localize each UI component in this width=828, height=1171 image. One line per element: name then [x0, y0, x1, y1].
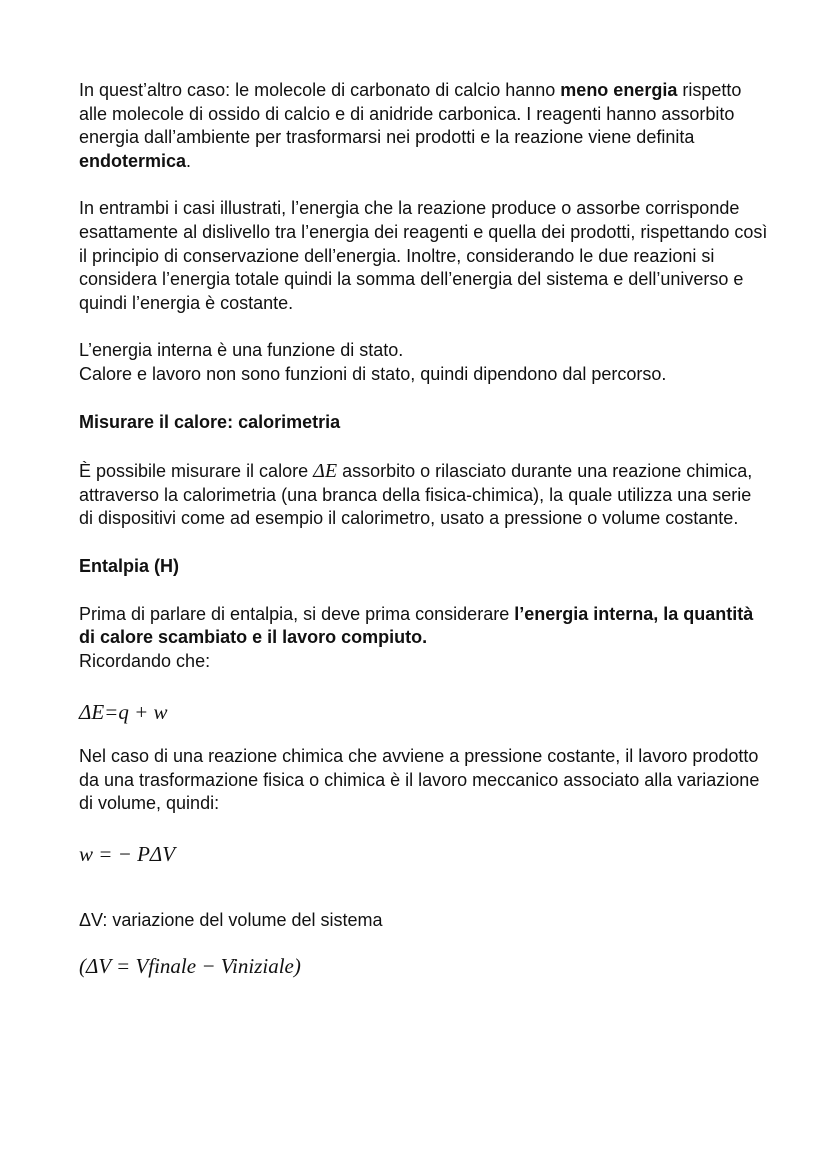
text-run: In quest’altro caso: le molecole di carbonato di calcio hanno: [79, 80, 561, 100]
text-run: È possibile misurare il calore: [79, 461, 314, 482]
bold-text: meno energia: [560, 80, 678, 100]
equation-work: w = − PΔV: [79, 842, 176, 867]
paragraph-endothermic: [79, 79, 769, 173]
paragraph-energy-conservation: In entrambi i casi illustrati, l’energia che la reazione produce o assorbe corrisponde esattamente al dislivello tra l’energia dei reagenti e quella dei prodotti, rispettando così il principio di conservazione dell’energia. Inoltre, considerando le due reazioni si considera l’energia totale quindi la somma dell’energia del sistema e dell’universo e quindi l’energia è costante.: [79, 198, 768, 313]
text-run: assorbito o rilasciato durante una reazione chimica, attraverso la calorimetria (una branca della fisica-chimica), la quale utilizza una serie di dispositivi come ad esempio il calorimetro, usato a pressione o volume costante.: [79, 461, 753, 529]
text-line: L’energia interna è una funzione di stato.: [79, 340, 404, 361]
section-heading-calorimetry: Misurare il calore: calorimetria: [79, 411, 341, 432]
text-run: .: [186, 150, 192, 171]
section-heading-enthalpy: Entalpia (H): [79, 555, 180, 576]
text-run: Ricordando che:: [79, 650, 211, 671]
bold-text: l’energia interna, la quantità di calore scambiato e il lavoro compiuto.: [79, 603, 754, 648]
text-run: rispetto alle molecole di ossido di calcio e di anidride carbonica. I reagenti hanno assorbito energia dall’ambiente per trasformarsi nei prodotti e la reazione viene definita: [79, 80, 742, 148]
math-delta-e: ΔE: [313, 460, 338, 483]
document-page: [79, 79, 769, 979]
paragraph-work: Nel caso di una reazione chimica che avviene a pressione costante, il lavoro prodotto da una trasformazione fisica o chimica è il lavoro meccanico associato alla variazione di volume, quindi:: [79, 746, 760, 814]
paragraph-calorimetry: [79, 460, 769, 531]
paragraph-enthalpy-intro: [79, 603, 769, 674]
equation-first-law: ΔE=q + w: [79, 700, 168, 725]
paragraph-delta-v: ΔV: variazione del volume del sistema: [79, 910, 383, 931]
bold-text: endotermica: [79, 150, 187, 171]
paragraph-state-function: [79, 339, 769, 386]
equation-delta-v: (ΔV = Vfinale − Viniziale): [79, 953, 301, 978]
text-line: Calore e lavoro non sono funzioni di stato, quindi dipendono dal percorso.: [79, 363, 667, 384]
text-run: Prima di parlare di entalpia, si deve prima considerare: [79, 603, 515, 624]
